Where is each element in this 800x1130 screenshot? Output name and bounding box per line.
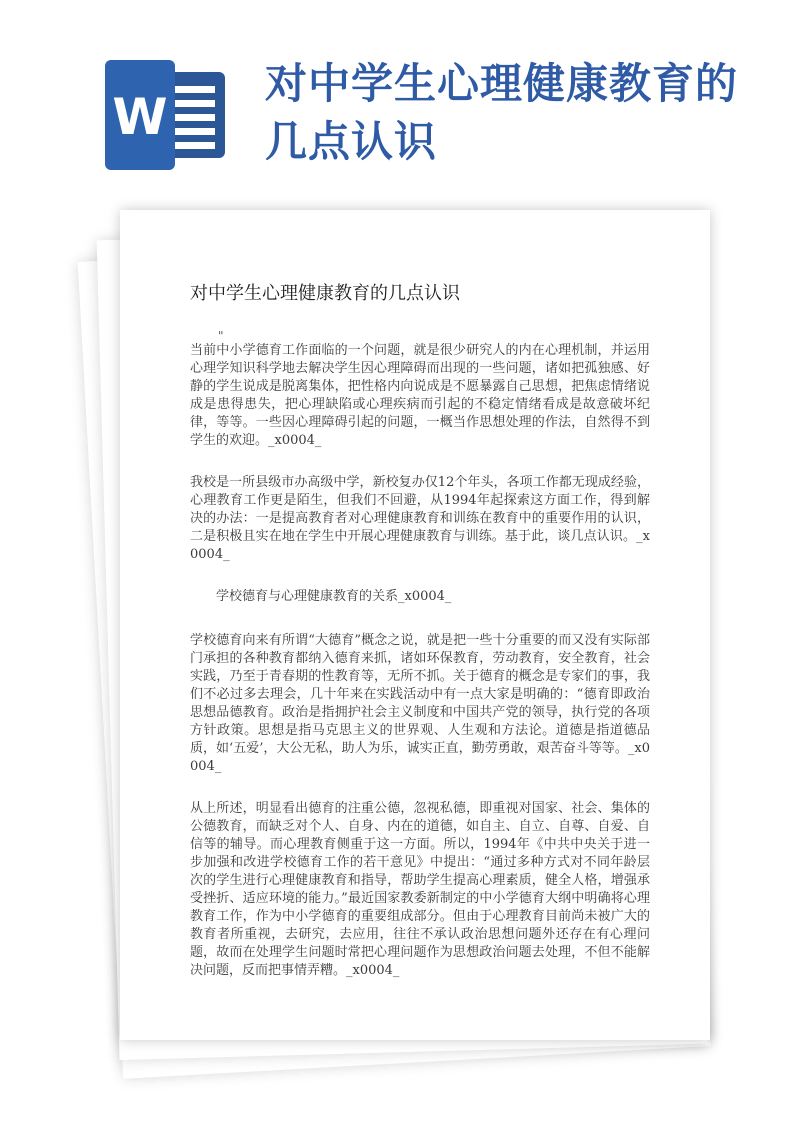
document-page bbox=[120, 210, 710, 1040]
paragraph-4: 从上所述，明显看出德育的注重公德，忽视私德，即重视对国家、社会、集体的公德教育，而缺乏对个人、自身、内在的道德，如自主、自立、自尊、自爱、自信等的辅导。而心理教育侧重于这一方面。所以，1994年《中共中央关于进一步加强和改进学校德育工作的若干意见》中提出：“通过多种方式对不同年龄层次的学生进行心理健康教育和指导，帮助学生提高心理素质，健全人格，增强承受挫折、适应环境的能力。”最近国家教委新制定的中小学德育大纲中明确将心理教育工作，作为中小学德育的重要组成部分。但由于心理教育目前尚未被广大的教育者所重视，去研究，去应用，往往不承认政治思想问题外还存在有心理问题，故而在处理学生问题时常把心理问题作为思想政治问题去处理，不但不能解决问题，反而把事情弄糟。_x0004_ bbox=[190, 801, 650, 978]
word-icon-letter: W bbox=[112, 88, 168, 146]
paragraph-2: 我校是一所县级市办高级中学，新校复办仅12个年头，各项工作都无现成经验，心理教育工作更是陌生，但我们不回避，从1994年起探索这方面工作，得到解决的办法：一是提高教育者对心理健康教育和训练在教育中的重要作用的认识，二是积极且实在地在学生中开展心理健康教育与训练。基于此，谈几点认识。_x0004_ bbox=[190, 475, 650, 562]
quote-mark: " bbox=[218, 329, 224, 343]
document-body bbox=[190, 330, 650, 1004]
document-title: 对中学生心理健康教育的几点认识 bbox=[190, 283, 460, 304]
paragraph-3: 学校德育向来有所谓“大德育”概念之说，就是把一些十分重要的而又没有实际部门承担的各种教育都纳入德育来抓，诸如环保教育，劳动教育，安全教育，社会实践，乃至于青春期的性教育等，无所不抓。关于德育的概念是专家们的事，我们不必过多去理会，几十年来在实践活动中有一点大家是明确的：“德育即政治思想品德教育。政治是指拥护社会主义制度和中国共产党的领导，执行党的各项方针政策。思想是指马克思主义的世界观、人生观和方法论。道德是指道德品质，如‘五爱’，大公无私，助人为乐，诚实正直，勤劳勇敢，艰苦奋斗等等。_x0004_ bbox=[190, 633, 650, 774]
word-icon bbox=[105, 60, 230, 170]
section-heading: 学校德育与心理健康教育的关系_x0004_ bbox=[216, 589, 452, 604]
paragraph-1: 当前中小学德育工作面临的一个问题，就是很少研究人的内在心理机制，并运用心理学知识科学地去解决学生因心理障碍而出现的一些问题，诸如把孤独感、好静的学生说成是脱离集体，把性格内向说成是不愿暴露自己思想，把焦虑情绪说成是患得患失，把心理缺陷或心理疾病而引起的不稳定情绪看成是故意破坏纪律，等等。一些因心理障碍引起的问题，一概当作思想处理的作法，自然得不到学生的欢迎。_x0004_ bbox=[190, 343, 650, 448]
page-title: 对中学生心理健康教育的几点认识 bbox=[265, 59, 739, 166]
